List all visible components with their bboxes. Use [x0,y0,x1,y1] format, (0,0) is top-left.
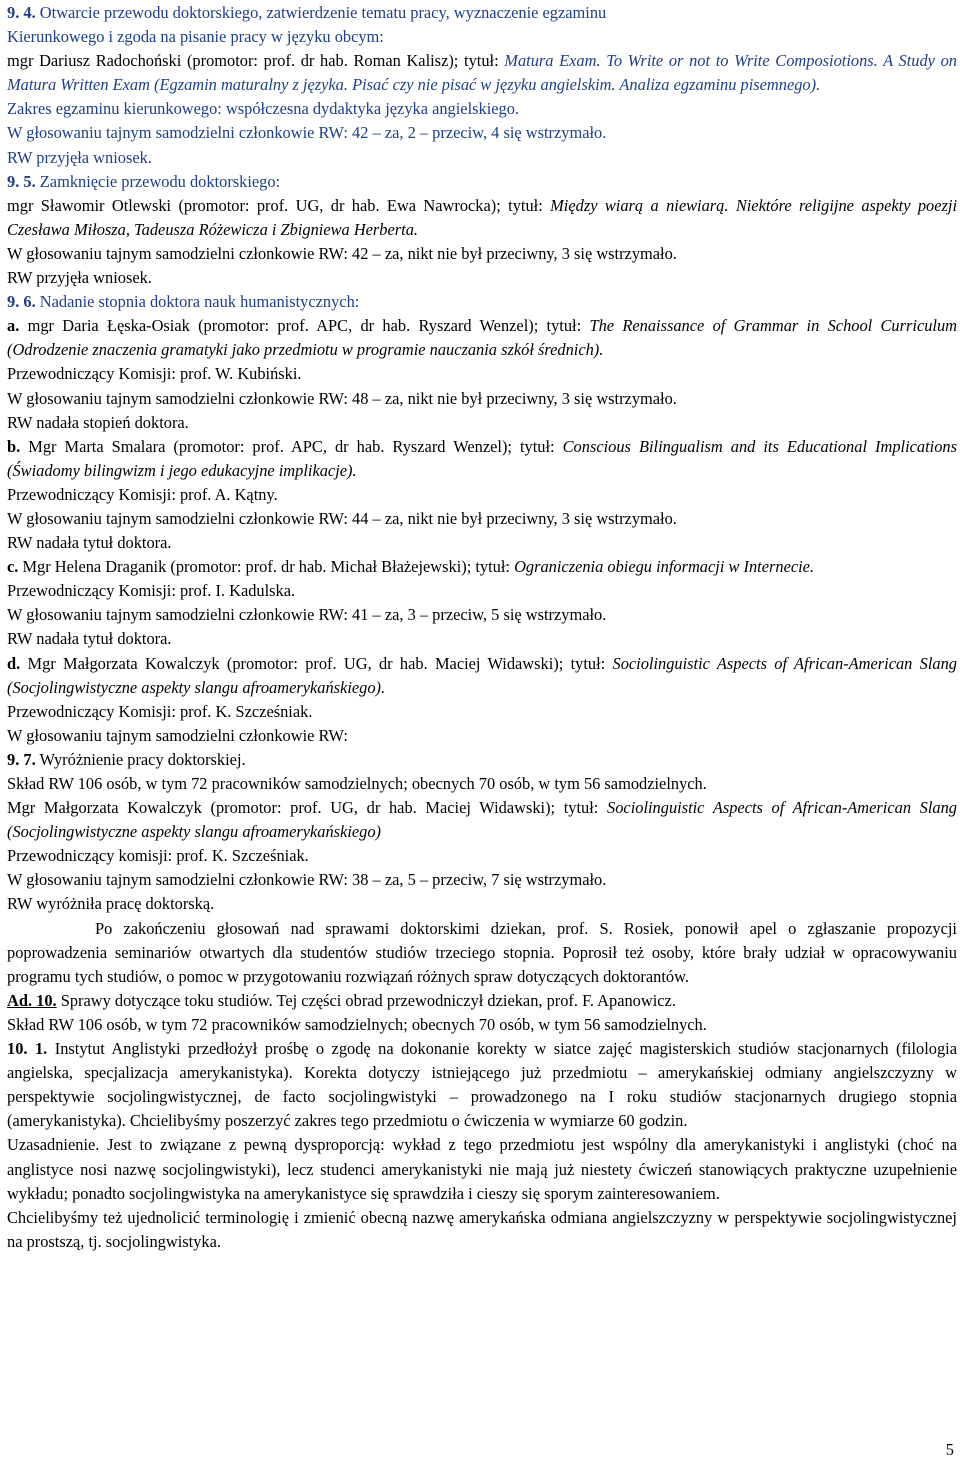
vote-result: W głosowaniu tajnym samodzielni członkowie RW: [7,725,348,745]
page-number: 5 [945,1440,954,1459]
decision: RW nadała stopień doktora. [7,412,189,432]
section-number: 10. 1. [7,1039,48,1059]
section-title-line: Otwarcie przewodu doktorskiego, zatwierdzenie tematu pracy, wyznaczenie egzaminu [39,3,607,22]
committee-chair: Przewodniczący Komisji: prof. A. Kątny. [7,484,278,504]
section-number: 9. 5. [7,171,36,191]
justification-paragraph: Uzasadnienie. Jest to związane z pewną dysproporcją: wykład z tego przedmiotu jest wspólny dla amerykanistyki i anglistyki (choć na anglistyce nosi nazwę socjolingwistyki), lecz studenci amerykanistyki nie mają już niestety ćwiczeń stanowiących praktyczne uzupełnienie wykładu; ponadto socjolingwistyka na amerykanistyce się sprawdziła i cieszy się sporym zainteresowaniem. [7,1135,957,1203]
agenda-item-text: Sprawy dotyczące toku studiów. Tej części obrad przewodniczył dziekan, prof. F. Apanowicz. [56,990,676,1010]
item-letter: a. [7,316,20,336]
candidate-info: Mgr Małgorzata Kowalczyk (promotor: prof. UG, dr hab. Maciej Widawski); tytuł: [20,653,613,673]
candidate-b [7,435,957,483]
section-9-5-title [7,170,957,194]
candidate-info: mgr Dariusz Radochoński (promotor: prof. dr hab. Roman Kalisz); tytuł: [7,51,505,71]
vote-result: W głosowaniu tajnym samodzielni członkowie RW: 41 – za, 3 – przeciw, 5 się wstrzymało. [7,605,607,625]
section-number: 9. 6. [7,292,36,312]
closing-paragraph: Po zakończeniu głosowań nad sprawami doktorskimi dziekan, prof. S. Rosiek, ponowił apel o zgłaszanie propozycji poprowadzenia seminariów otwartych dla studentów studiów trzeciego stopnia. Poprosił też osoby, które brały udział w opracowywaniu programu tych studiów, o pomoc w przygotowaniu rozwiązań różnych spraw dotyczących doktorantów. [7,918,957,986]
candidate-d [7,652,957,700]
candidate-info: mgr Daria Łęska-Osiak (promotor: prof. APC, dr hab. Ryszard Wenzel); tytuł: [19,316,590,336]
candidate-entry [7,49,957,97]
candidate-entry [7,194,957,242]
section-9-7-title [7,748,957,772]
exam-scope: Zakres egzaminu kierunkowego: współczesna dydaktyka języka angielskiego. [7,99,520,119]
section-number: 9. 4. [7,3,36,22]
thesis-title: Conscious Bilingualism and its Educational Implications (Świadomy bilingwizm i jego edukacyjne implikacje). [7,436,957,480]
vote-result: W głosowaniu tajnym samodzielni członkowie RW: 38 – za, 5 – przeciw, 7 się wstrzymało. [7,870,607,890]
candidate-c [7,555,957,579]
candidate-entry [7,796,957,844]
committee-chair: Przewodniczący Komisji: prof. W. Kubiński. [7,364,302,384]
section-title-line: Nadanie stopnia doktora nauk humanistycznych: [39,292,360,312]
vote-result: W głosowaniu tajnym samodzielni członkowie RW: 42 – za, nikt nie był przeciwny, 3 się wstrzymało. [7,243,677,263]
section-9-6-title [7,290,957,314]
item-letter: d. [7,653,21,673]
decision: RW nadała tytuł doktora. [7,533,172,553]
thesis-title: Między wiarą a niewiarą. Niektóre religijne aspekty poezji Czesława Miłosza, Tadeusza Różewicza i Zbigniewa Herberta. [7,195,957,239]
council-composition: Skład RW 106 osób, w tym 72 pracowników samodzielnych; obecnych 70 osób, w tym 56 samodzielnych. [7,1014,707,1034]
thesis-title: Sociolinguistic Aspects of African-American Slang (Socjolingwistyczne aspekty slangu afroamerykańskiego). [7,653,958,697]
thesis-title: Ograniczenia obiegu informacji w Internecie. [514,557,815,577]
candidate-a [7,314,957,362]
thesis-title: The Renaissance of Grammar in School Curriculum (Odrodzenie znaczenia gramatyki jako przedmiotu w programie nauczania szkół średnich). [7,316,957,360]
thesis-title: Matura Exam. To Write or not to Write Composiotions. A Study on Matura Written Exam (Egzamin maturalny z języka. Pisać czy nie pisać w języku angielskim. Analiza egzaminu pisemnego). [7,51,957,95]
candidate-info: mgr Sławomir Otlewski (promotor: prof. UG, dr hab. Ewa Nawrocka); tytuł: [7,195,551,215]
decision: RW nadała tytuł doktora. [7,629,172,649]
section-9-4-title-cont: Kierunkowego i zgoda na pisanie pracy w języku obcym: [7,27,384,47]
candidate-info: Mgr Helena Draganik (promotor: prof. dr hab. Michał Błażejewski); tytuł: [18,557,515,577]
point-text: Instytut Anglistyki przedłożył prośbę o zgodę na dokonanie korekty w siatce zajęć magisterskich studiów stacjonarnych (filologia angielska, specjalizacja amerykanistyka). Korekta dotyczy istniejącego już przedmiotu – amerykańskiej odmiany angielszczyzny w perspektywie socjolingwistycznej, de facto socjolingwistyki – prowadzonego na I roku studiów stacjonarnych drugiego stopnia (amerykanistyka). Chcielibyśmy poszerzyć zakres tego przedmiotu o ćwiczenia w wymiarze 60 godzin. [7,1039,957,1131]
decision: RW wyróżniła pracę doktorską. [7,894,215,914]
section-number: 9. 7. [7,749,36,769]
committee-chair: Przewodniczący Komisji: prof. K. Szcześniak. [7,701,313,721]
section-title-line: Zamknięcie przewodu doktorskiego: [39,171,281,191]
council-composition: Skład RW 106 osób, w tym 72 pracowników samodzielnych; obecnych 70 osób, w tym 56 samodzielnych. [7,774,707,793]
vote-result: W głosowaniu tajnym samodzielni członkowie RW: 42 – za, 2 – przeciw, 4 się wstrzymało. [7,123,607,143]
section-title-line: Wyróżnienie pracy doktorskiej. [39,749,246,769]
item-letter: c. [7,557,19,577]
committee-chair: Przewodniczący Komisji: prof. I. Kadulska. [7,581,296,601]
item-letter: b. [7,436,21,456]
document-page [7,1,957,1254]
committee-chair: Przewodniczący komisji: prof. K. Szcześniak. [7,846,309,866]
point-10-1 [7,1037,957,1133]
agenda-item-label: Ad. 10. [7,990,57,1010]
terminology-paragraph: Chcielibyśmy też ujednolicić terminologię i zmienić obecną nazwę amerykańska odmiana angielszczyzny w perspektywie socjolingwistycznej na prostszą, tj. socjolingwistyka. [7,1207,957,1251]
section-9-4-title [7,1,957,25]
vote-result: W głosowaniu tajnym samodzielni członkowie RW: 48 – za, nikt nie był przeciwny, 3 się wstrzymało. [7,388,677,408]
candidate-info: Mgr Marta Smalara (promotor: prof. APC, dr hab. Ryszard Wenzel); tytuł: [20,436,563,456]
decision: RW przyjęła wniosek. [7,268,152,288]
candidate-info: Mgr Małgorzata Kowalczyk (promotor: prof. UG, dr hab. Maciej Widawski); tytuł: [7,798,608,818]
vote-result: W głosowaniu tajnym samodzielni członkowie RW: 44 – za, nikt nie był przeciwny, 3 się wstrzymało. [7,508,677,528]
thesis-title: Sociolinguistic Aspects of African-American Slang (Socjolingwistyczne aspekty slangu afroamerykańskiego) [7,798,958,842]
ad-10-heading [7,989,957,1013]
decision: RW przyjęła wniosek. [7,147,152,167]
